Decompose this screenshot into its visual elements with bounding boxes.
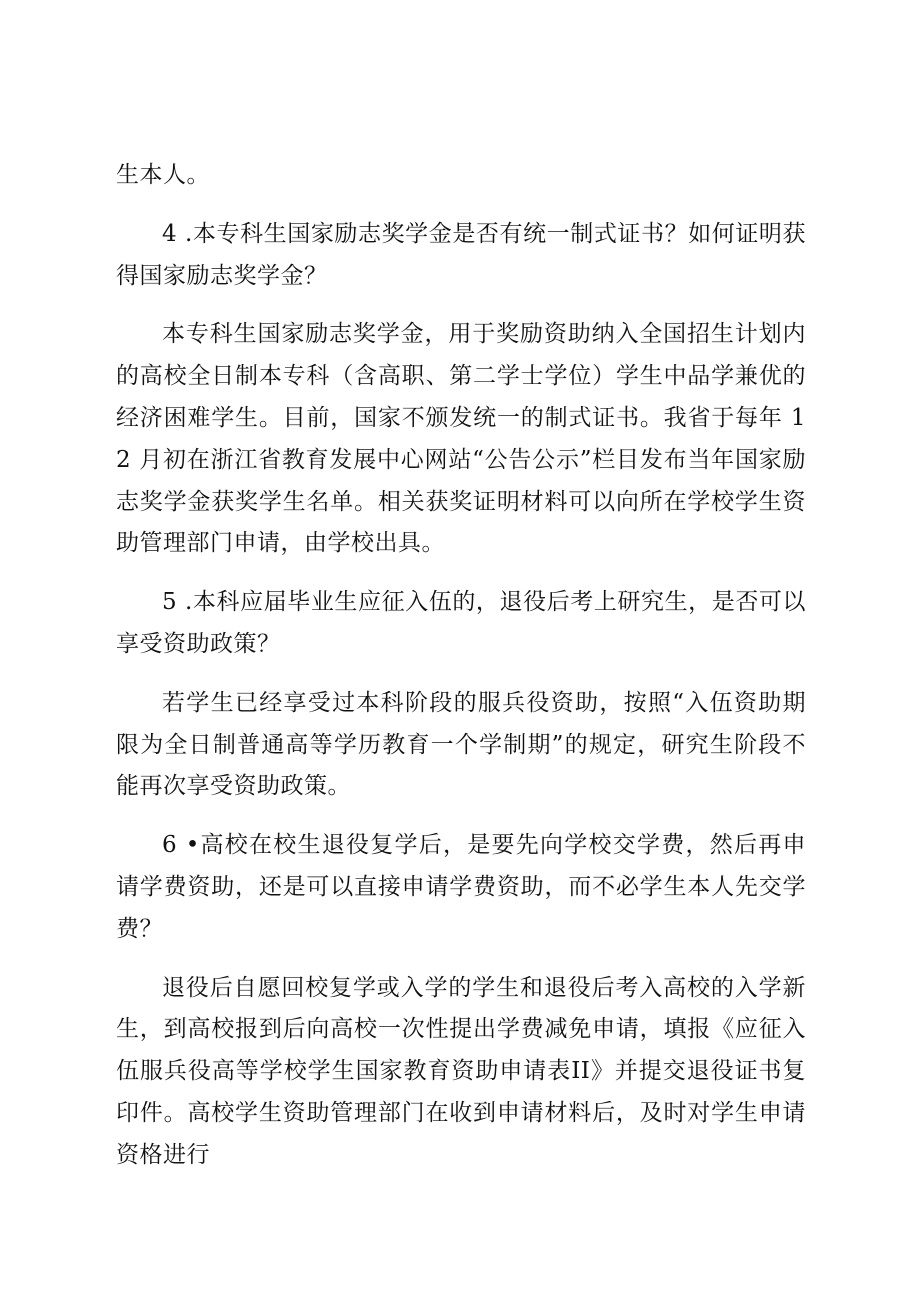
- question-6: 6 •高校在校生退役复学后，是要先向学校交学费，然后再申请学费资助，还是可以直接申请学费资助，而不必学生本人先交学费？: [116, 832, 806, 942]
- answer-5: 若学生已经享受过本科阶段的服兵役资助，按照“入伍资助期限为全日制普通高等学历教育一个学制期”的规定，研究生阶段不能再次享受资助政策。: [116, 689, 806, 800]
- document-body: [116, 155, 806, 1194]
- paragraph-continuation: 生本人。: [116, 162, 210, 188]
- question-5: 5 .本科应届毕业生应征入伍的，退役后考上研究生，是否可以享受资助政策？: [116, 589, 806, 657]
- answer-6: 退役后自愿回校复学或入学的学生和退役后考入高校的入学新生，到高校报到后向高校一次性提出学费减免申请，填报《应征入伍服兵役高等学校学生国家教育资助申请表II》并提交退役证书复印件。高校学生资助管理部门在收到申请材料后，及时对学生申请资格进行: [116, 974, 806, 1168]
- question-4: 4 .本专科生国家励志奖学金是否有统一制式证书？如何证明获得国家励志奖学金？: [116, 220, 806, 289]
- answer-4: 本专科生国家励志奖学金，用于奖励资助纳入全国招生计划内的高校全日制本专科（含高职、第二学士学位）学生中品学兼优的经济困难学生。目前，国家不颁发统一的制式证书。我省于每年 12 月初在浙江省教育发展中心网站“公告公示”栏目发布当年国家励志奖学金获奖学生名单。相关获奖证明材料可以向所在学校学生资助管理部门申请，由学校出具。: [116, 321, 806, 557]
